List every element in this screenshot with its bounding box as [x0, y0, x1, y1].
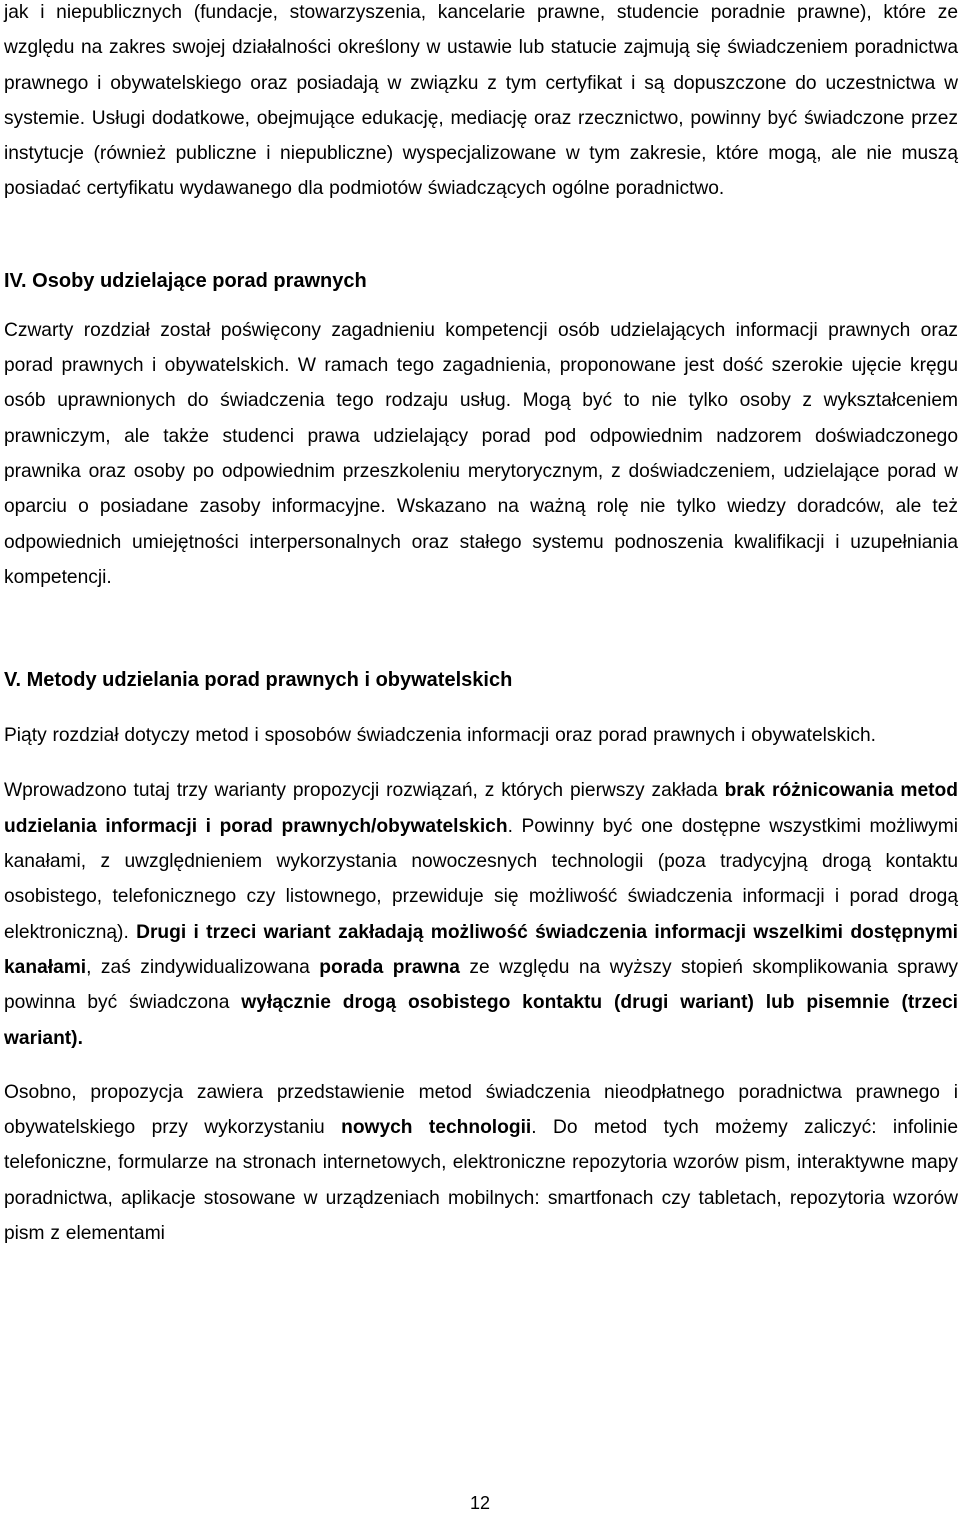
section-4-heading: IV. Osoby udzielające porad prawnych [4, 269, 367, 292]
section-5-paragraph-3 [4, 1075, 958, 1251]
section-5-heading: V. Metody udzielania porad prawnych i obywatelskich [4, 669, 513, 692]
intro-paragraph: jak i niepublicznych (fundacje, stowarzyszenia, kancelarie prawne, studencie poradnie prawne), które ze względu na zakres swojej działalności określony w ustawie lub statucie zajmują się świadczeniem poradnictwa prawnego i obywatelskiego oraz posiadają w związku z tym certyfikat i są dopuszczone do uczestnictwa w systemie. Usługi dodatkowe, obejmujące edukację, mediację oraz rzecznictwo, powinny być świadczone przez instytucje (również publiczne i niepubliczne) wyspecjalizowane w tym zakresie, które mogą, ale nie muszą posiadać certyfikatu wydawanego dla podmiotów świadczących ogólne poradnictwo. [4, 2, 958, 200]
bold-run: Drugi i trzeci wariant zakładają możliwość świadczenia informacji wszelkimi dostępnymi kanałami [4, 921, 959, 978]
bold-run: nowych technologii [341, 1117, 532, 1139]
page-number: 12 [469, 1493, 491, 1513]
text-run: . Do metod tych możemy zaliczyć: infolinie telefoniczne, formularze na stronach internetowych, elektroniczne repozytoria wzorów pism, interaktywne mapy poradnictwa, aplikacje stosowane w urządzeniach mobilnych: smartfonach czy tabletach, repozytoria wzorów pism z elementami [4, 1117, 958, 1245]
document-page [4, 0, 958, 1251]
section-5-paragraph-1: Piąty rozdział dotyczy metod i sposobów świadczenia informacji oraz porad prawnych i obywatelskich. [4, 725, 876, 747]
section-4-paragraph: Czwarty rozdział został poświęcony zagadnieniu kompetencji osób udzielających informacji prawnych oraz porad prawnych i obywatelskich. W ramach tego zagadnienia, proponowane jest dość szerokie ujęcie kręgu osób uprawnionych do świadczenia tego rodzaju usług. Mogą być to nie tylko osoby z wykształceniem prawniczym, ale także studenci prawa udzielający porad pod odpowiednim nadzorem doświadczonego prawnika oraz osoby po odpowiednim przeszkoleniu merytorycznym, z doświadczeniem, udzielające porad w oparciu o posiadane zasoby informacyjne. Wskazano na ważną rolę nie tylko wiedzy doradców, ale też odpowiednich umiejętności interpersonalnych oraz stałego systemu podnoszenia kwalifikacji i uzupełniania kompetencji. [4, 319, 958, 588]
text-run: . Powinny być one dostępne wszystkimi możliwymi kanałami, z uwzględnieniem wykorzystania nowoczesnych technologii (poza tradycyjną drogą kontaktu osobistego, telefonicznego czy listownego, przewiduje się możliwość świadczenia informacji i porad drogą elektroniczną). [4, 815, 958, 943]
section-5-paragraph-2 [4, 773, 958, 1055]
text-run: , zaś zindywidualizowana [86, 956, 320, 978]
text-run: Osobno, propozycja zawiera przedstawienie metod świadczenia nieodpłatnego poradnictwa prawnego i obywatelskiego przy wykorzystaniu [4, 1081, 958, 1139]
text-run: Wprowadzono tutaj trzy warianty propozycji rozwiązań, z których pierwszy zakłada [4, 780, 725, 802]
bold-run: wyłącznie drogą osobistego kontaktu (drugi wariant) lub pisemnie (trzeci wariant). [4, 992, 958, 1049]
bold-run: porada prawna [319, 956, 460, 978]
text-run: ze względu na wyższy stopień skomplikowania sprawy powinna być świadczona [4, 956, 958, 1014]
bold-run: brak różnicowania metod udzielania informacji i porad prawnych/obywatelskich [4, 780, 958, 837]
